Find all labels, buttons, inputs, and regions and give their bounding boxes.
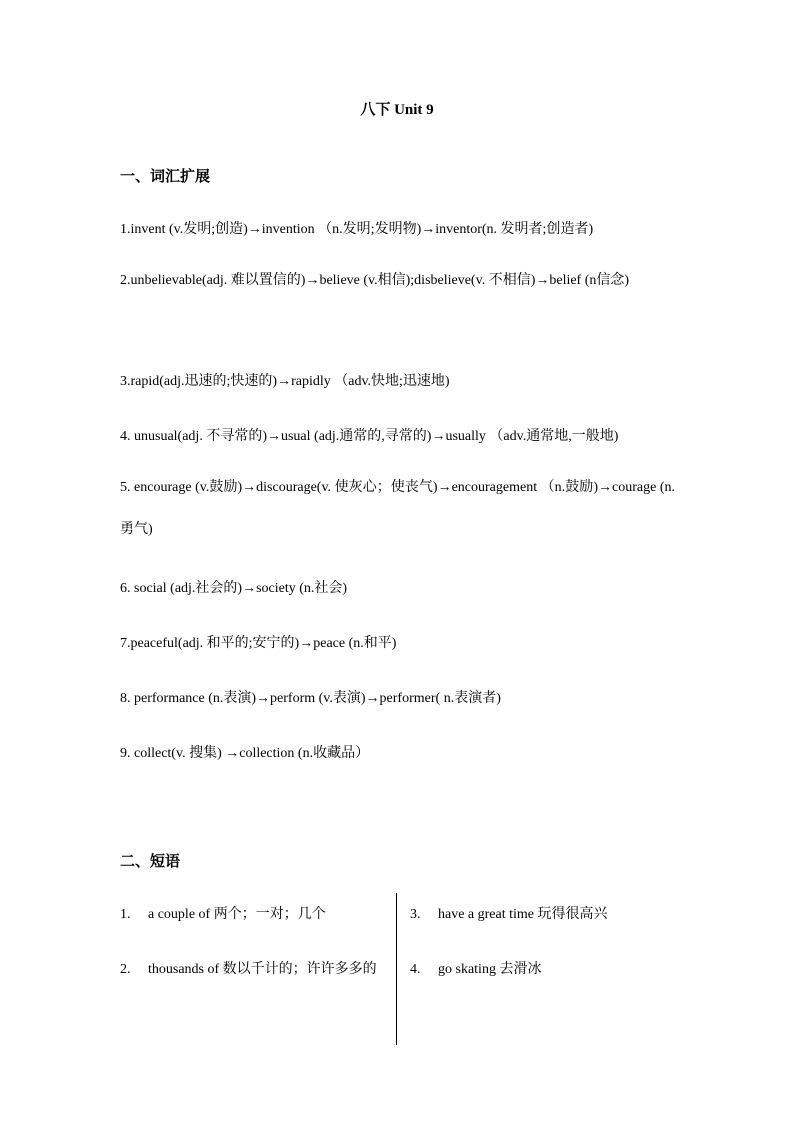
section-heading-phrases: 二、短语: [120, 854, 181, 870]
phrase-text: a couple of 两个；一对；几个: [148, 907, 326, 922]
vocab-item: 6. social (adj.社会的)→society (n.社会): [120, 581, 348, 596]
phrase-number: 2.: [120, 962, 131, 977]
vocab-item: 1.invent (v.发明;创造)→invention （n.发明;发明物)→inventor(n. 发明者;创造者): [120, 222, 594, 237]
vocab-item: 9. collect(v. 搜集) →collection (n.收藏品）: [120, 746, 370, 761]
phrase-number: 3.: [410, 907, 421, 922]
vocab-item: 2.unbelievable(adj. 难以置信的)→believe (v.相信);disbelieve(v. 不相信)→belief (n信念): [120, 273, 630, 288]
vocab-item: 4. unusual(adj. 不寻常的)→usual (adj.通常的,寻常的)→usually （adv.通常地,一般地): [120, 429, 619, 444]
phrase-item: [120, 949, 385, 990]
phrase-item: [410, 894, 680, 935]
vocab-item: 5. encourage (v.鼓励)→discourage(v. 使灰心；使丧气)→encouragement （n.鼓励)→courage (n.勇气): [120, 480, 675, 537]
page-title: 八下 Unit 9: [360, 102, 434, 118]
phrase-text: go skating 去滑冰: [438, 962, 542, 977]
column-divider: [396, 893, 397, 1045]
phrase-item: [120, 894, 385, 935]
phrase-item: [410, 949, 680, 990]
section-heading-vocabulary: 一、词汇扩展: [120, 169, 211, 185]
phrase-text: have a great time 玩得很高兴: [438, 907, 608, 922]
vocab-item: 8. performance (n.表演)→perform (v.表演)→performer( n.表演者): [120, 691, 501, 706]
vocab-item: 3.rapid(adj.迅速的;快速的)→rapidly （adv.快地;迅速地): [120, 374, 450, 389]
phrase-number: 1.: [120, 907, 131, 922]
phrase-text: thousands of 数以千计的；许许多多的: [148, 962, 377, 977]
phrase-number: 4.: [410, 962, 421, 977]
vocab-item: 7.peaceful(adj. 和平的;安宁的)→peace (n.和平): [120, 636, 397, 651]
